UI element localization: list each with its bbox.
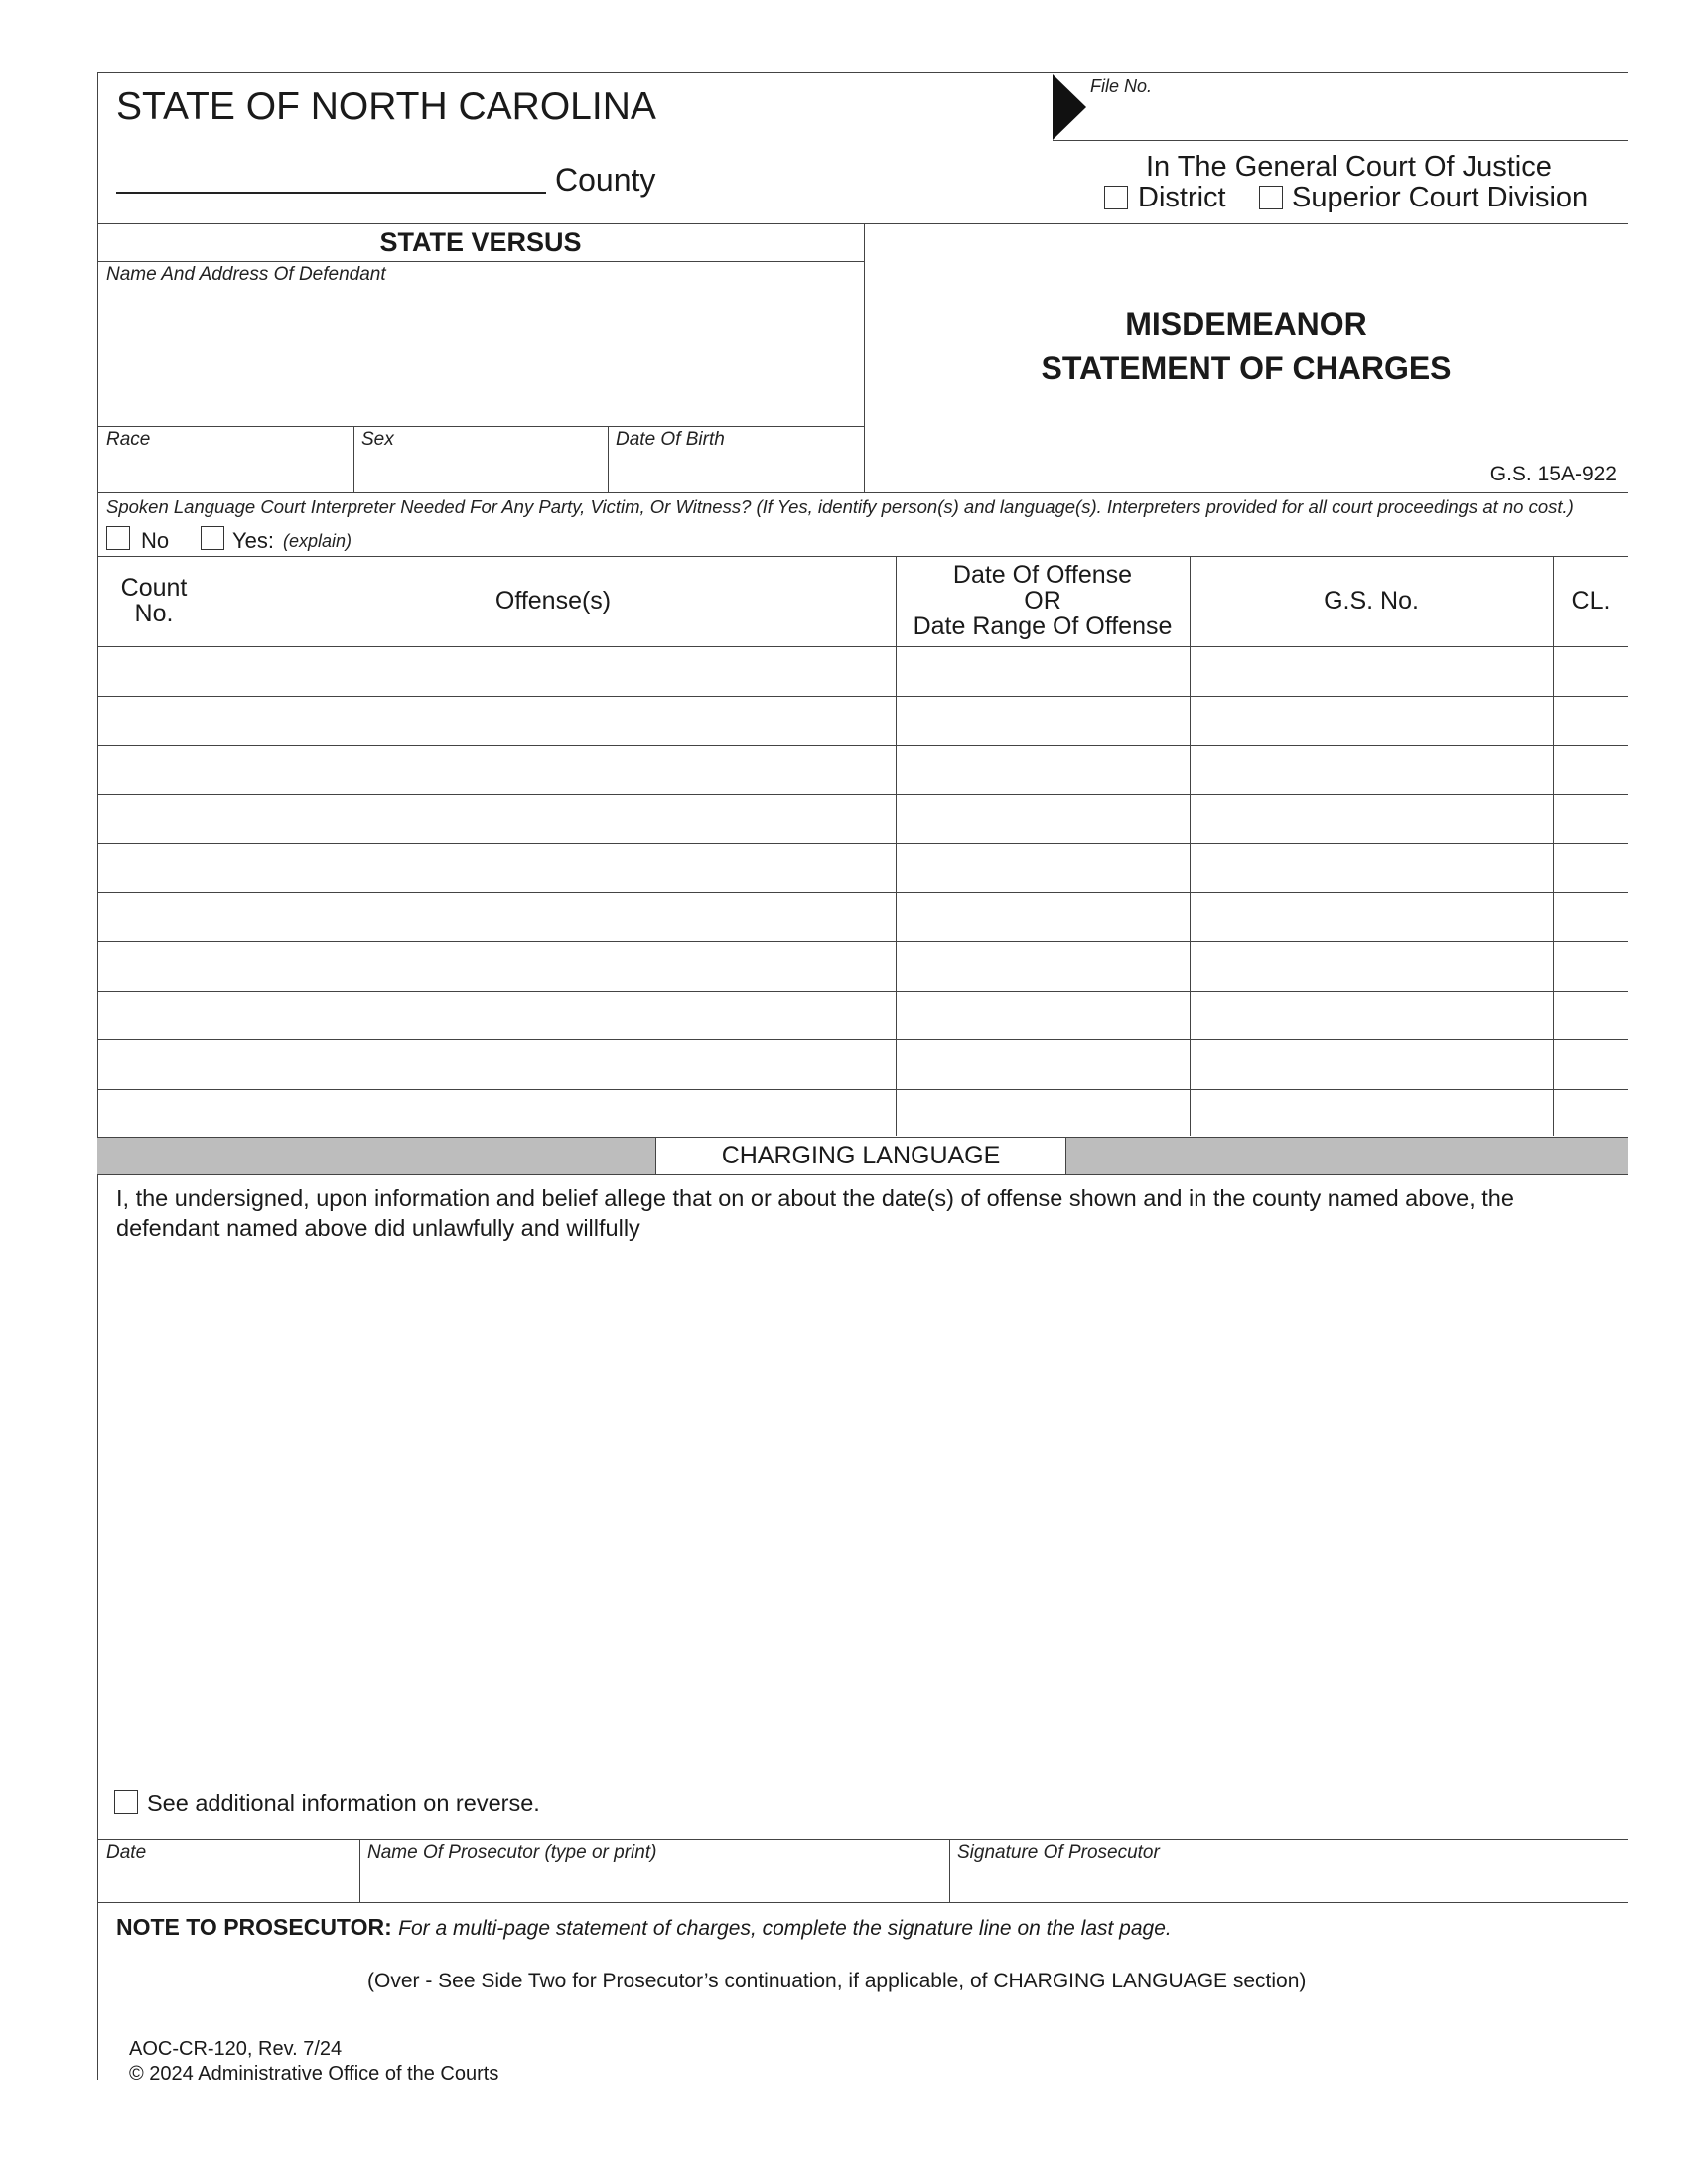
count-cell[interactable] bbox=[99, 943, 209, 989]
interpreter-no-label: No bbox=[141, 528, 170, 553]
table-col-divider bbox=[1190, 556, 1191, 1136]
header-divider bbox=[97, 223, 1628, 224]
name-address-input[interactable] bbox=[99, 288, 862, 425]
date-header-line3: Date Range Of Offense bbox=[913, 613, 1173, 640]
gs-no-cell[interactable] bbox=[1192, 943, 1551, 989]
file-no-line bbox=[1053, 140, 1628, 141]
superior-court-label: Superior Court Division bbox=[1292, 182, 1589, 213]
date-label: Date bbox=[106, 1843, 147, 1863]
interpreter-explain-label: (explain) bbox=[283, 531, 352, 551]
date-cell[interactable] bbox=[898, 894, 1188, 939]
count-cell[interactable] bbox=[99, 796, 209, 841]
table-col-divider bbox=[896, 556, 897, 1136]
count-header-line1: Count bbox=[120, 574, 188, 602]
statute-reference: G.S. 15A-922 bbox=[1489, 463, 1617, 485]
race-sex-divider bbox=[353, 426, 354, 492]
table-row-line bbox=[97, 1089, 1628, 1090]
offense-cell[interactable] bbox=[212, 648, 894, 694]
date-cell[interactable] bbox=[898, 747, 1188, 792]
county-input[interactable] bbox=[116, 192, 546, 194]
date-cell[interactable] bbox=[898, 1091, 1188, 1135]
date-cell[interactable] bbox=[898, 698, 1188, 743]
date-input[interactable] bbox=[99, 1864, 357, 1900]
state-title: STATE OF NORTH CAROLINA bbox=[116, 85, 656, 128]
form-id: AOC-CR-120, Rev. 7/24 bbox=[129, 2038, 343, 2060]
count-cell[interactable] bbox=[99, 894, 209, 939]
left-border bbox=[97, 72, 98, 2080]
date-cell[interactable] bbox=[898, 1041, 1188, 1087]
offense-cell[interactable] bbox=[212, 993, 894, 1037]
count-cell[interactable] bbox=[99, 1041, 209, 1087]
superior-court-checkbox[interactable] bbox=[1259, 186, 1283, 209]
class-cell[interactable] bbox=[1555, 894, 1628, 939]
signature-row-bottom bbox=[97, 1902, 1628, 1903]
interpreter-yes-label: Yes: bbox=[232, 528, 275, 553]
class-cell[interactable] bbox=[1555, 845, 1628, 890]
additional-info-label: See additional information on reverse. bbox=[147, 1790, 540, 1816]
count-no-header bbox=[97, 556, 211, 645]
race-label: Race bbox=[106, 429, 151, 450]
file-no-arrow-icon bbox=[1051, 72, 1090, 142]
count-cell[interactable] bbox=[99, 1091, 209, 1135]
class-cell[interactable] bbox=[1555, 796, 1628, 841]
name-address-label: Name And Address Of Defendant bbox=[106, 264, 386, 285]
date-of-offense-header bbox=[896, 556, 1190, 645]
gs-no-cell[interactable] bbox=[1192, 648, 1551, 694]
date-cell[interactable] bbox=[898, 943, 1188, 989]
table-row-line bbox=[97, 745, 1628, 746]
sex-dob-divider bbox=[608, 426, 609, 492]
form-title-line1: MISDEMEANOR bbox=[1125, 306, 1367, 341]
offense-header: Offense(s) bbox=[494, 587, 612, 614]
table-row-line bbox=[97, 892, 1628, 893]
file-no-input[interactable] bbox=[1090, 72, 1628, 140]
interpreter-no-checkbox[interactable] bbox=[106, 526, 130, 550]
count-cell[interactable] bbox=[99, 845, 209, 890]
offense-cell[interactable] bbox=[212, 1041, 894, 1087]
sex-input[interactable] bbox=[355, 452, 606, 489]
county-label: County bbox=[555, 162, 656, 198]
table-row-line bbox=[97, 794, 1628, 795]
additional-info-checkbox[interactable] bbox=[114, 1790, 138, 1814]
date-cell[interactable] bbox=[898, 796, 1188, 841]
class-header: CL. bbox=[1571, 587, 1611, 614]
date-cell[interactable] bbox=[898, 648, 1188, 694]
gs-no-cell[interactable] bbox=[1192, 1041, 1551, 1087]
district-label: District bbox=[1138, 182, 1226, 213]
district-checkbox[interactable] bbox=[1104, 186, 1128, 209]
offense-cell[interactable] bbox=[212, 747, 894, 792]
count-header-line2: No. bbox=[134, 600, 174, 627]
offense-cell[interactable] bbox=[212, 698, 894, 743]
defendant-section-bottom bbox=[97, 492, 1628, 493]
prosecutor-name-input[interactable] bbox=[361, 1864, 947, 1900]
class-cell[interactable] bbox=[1555, 1041, 1628, 1087]
offense-cell[interactable] bbox=[212, 796, 894, 841]
gs-no-cell[interactable] bbox=[1192, 698, 1551, 743]
gs-no-cell[interactable] bbox=[1192, 1091, 1551, 1135]
table-row-line bbox=[97, 646, 1628, 647]
charging-language-title: CHARGING LANGUAGE bbox=[655, 1137, 1066, 1175]
gs-no-cell[interactable] bbox=[1192, 894, 1551, 939]
state-versus-underline bbox=[97, 261, 864, 262]
date-cell[interactable] bbox=[898, 993, 1188, 1037]
date-header-line1: Date Of Offense bbox=[952, 561, 1133, 589]
table-row-line bbox=[97, 696, 1628, 697]
note-to-prosecutor bbox=[116, 1914, 1172, 1941]
dob-label: Date Of Birth bbox=[616, 429, 725, 450]
class-cell[interactable] bbox=[1555, 943, 1628, 989]
gs-no-header: G.S. No. bbox=[1324, 587, 1419, 614]
form-title-line2: STATEMENT OF CHARGES bbox=[1041, 350, 1452, 386]
date-header-line2: OR bbox=[1024, 587, 1061, 614]
signature-divider bbox=[949, 1839, 950, 1902]
table-row-line bbox=[97, 1039, 1628, 1040]
class-cell[interactable] bbox=[1555, 1091, 1628, 1135]
count-cell[interactable] bbox=[99, 648, 209, 694]
offense-cell[interactable] bbox=[212, 943, 894, 989]
name-address-bottom bbox=[97, 426, 864, 427]
offense-cell[interactable] bbox=[212, 894, 894, 939]
class-cell[interactable] bbox=[1555, 747, 1628, 792]
note-text: For a multi-page statement of charges, complete the signature line on the last page. bbox=[398, 1917, 1172, 1940]
prosecutor-signature-input[interactable] bbox=[951, 1864, 1626, 1900]
gs-no-cell[interactable] bbox=[1192, 747, 1551, 792]
copyright: © 2024 Administrative Office of the Courts bbox=[129, 2063, 499, 2085]
charging-language-text: I, the undersigned, upon information and belief allege that on or about the date(s) of offense shown and in the county named above, the defendant named above did unlawfully and willfully bbox=[116, 1185, 1514, 1241]
note-label: NOTE TO PROSECUTOR: bbox=[116, 1914, 392, 1940]
interpreter-question: Spoken Language Court Interpreter Needed For Any Party, Victim, Or Witness? (If Yes, identify person(s) and language(s). Interpreters provided for all court proceedings at no cost.) bbox=[106, 496, 1574, 517]
prosecutor-signature-label: Signature Of Prosecutor bbox=[957, 1843, 1160, 1863]
gs-no-cell[interactable] bbox=[1192, 993, 1551, 1037]
signature-row-top bbox=[97, 1839, 1628, 1840]
date-cell[interactable] bbox=[898, 845, 1188, 890]
charging-language-input[interactable] bbox=[99, 1251, 1626, 1777]
offense-cell[interactable] bbox=[212, 845, 894, 890]
dob-input[interactable] bbox=[610, 452, 862, 489]
class-cell[interactable] bbox=[1555, 698, 1628, 743]
file-no-label: File No. bbox=[1090, 76, 1153, 96]
state-versus-title: STATE VERSUS bbox=[379, 227, 582, 257]
prosecutor-name-label: Name Of Prosecutor (type or print) bbox=[367, 1843, 657, 1863]
gs-no-cell[interactable] bbox=[1192, 845, 1551, 890]
table-row-line bbox=[97, 843, 1628, 844]
table-col-divider bbox=[1553, 556, 1554, 1136]
count-cell[interactable] bbox=[99, 698, 209, 743]
table-row-line bbox=[97, 991, 1628, 992]
sex-label: Sex bbox=[361, 429, 394, 450]
court-title: In The General Court Of Justice bbox=[1146, 151, 1552, 183]
class-cell[interactable] bbox=[1555, 648, 1628, 694]
gs-no-cell[interactable] bbox=[1192, 796, 1551, 841]
over-note: (Over - See Side Two for Prosecutor’s continuation, if applicable, of CHARGING LANGUAGE section) bbox=[367, 1970, 1307, 1992]
count-cell[interactable] bbox=[99, 747, 209, 792]
offense-cell[interactable] bbox=[212, 1091, 894, 1135]
count-cell[interactable] bbox=[99, 993, 209, 1037]
interpreter-yes-checkbox[interactable] bbox=[201, 526, 224, 550]
class-cell[interactable] bbox=[1555, 993, 1628, 1037]
table-row-line bbox=[97, 941, 1628, 942]
signature-divider bbox=[359, 1839, 360, 1902]
race-input[interactable] bbox=[99, 452, 352, 489]
